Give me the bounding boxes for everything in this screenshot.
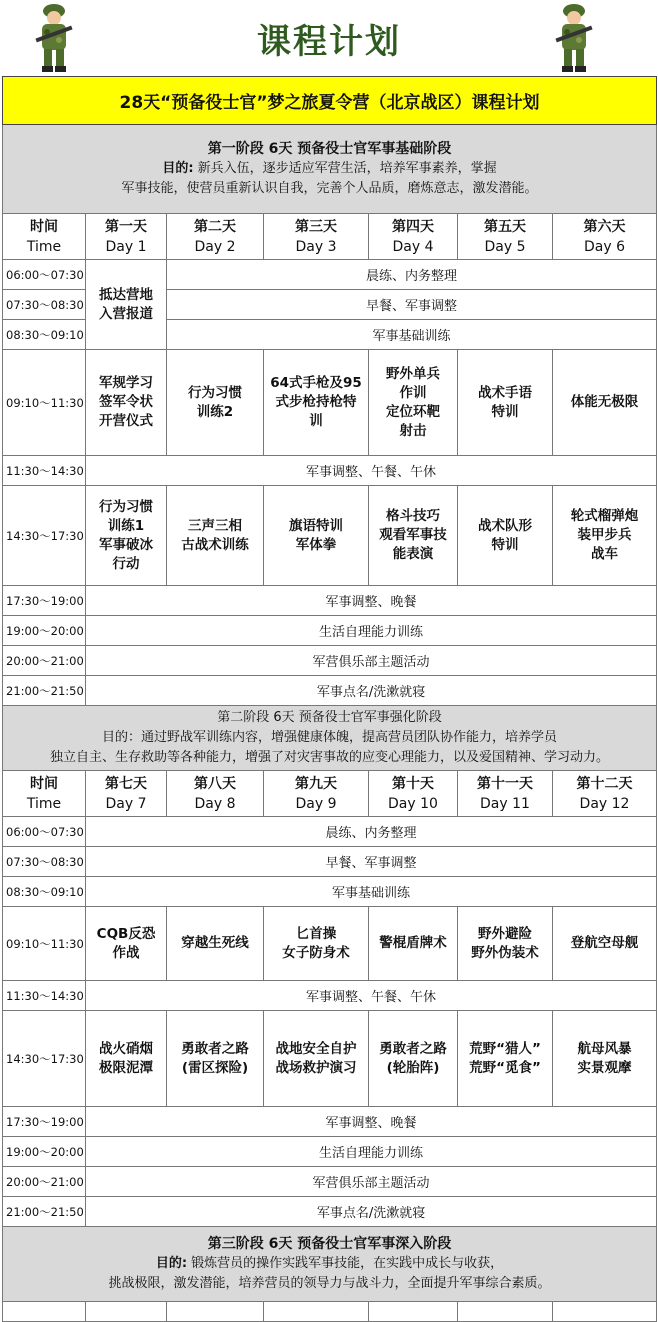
time-slot: 06:00～07:30 (3, 260, 86, 290)
time-slot: 07:30～08:30 (3, 847, 86, 877)
activity-cell: 穿越生死线 (167, 907, 264, 981)
table-cell (553, 1302, 657, 1322)
activity-cell: 轮式榴弹炮 装甲步兵 战车 (553, 486, 657, 586)
time-slot: 21:00～21:50 (3, 1197, 86, 1227)
time-slot: 08:30～09:10 (3, 320, 86, 350)
day-header: 第十二天 Day 12 (553, 771, 657, 817)
page-title: 课程计划 (257, 22, 401, 62)
time-slot: 21:00～21:50 (3, 676, 86, 706)
time-header: 时间 Time (3, 214, 86, 260)
activity-cell: 警棍盾牌术 (369, 907, 458, 981)
stage-title: 第二阶段 6天 预备役士官军事强化阶段 (217, 710, 442, 725)
activity-cell: 勇敢者之路 (轮胎阵) (369, 1011, 458, 1107)
day-header: 第一天 Day 1 (86, 214, 167, 260)
day-header: 第二天 Day 2 (167, 214, 264, 260)
common-activity: 早餐、军事调整 (167, 290, 657, 320)
activity-cell: 战火硝烟 极限泥潭 (86, 1011, 167, 1107)
activity-cell: 勇敢者之路 (雷区探险) (167, 1011, 264, 1107)
common-activity: 军事调整、晚餐 (86, 586, 657, 616)
time-slot: 11:30～14:30 (3, 456, 86, 486)
stage-header (3, 706, 657, 771)
activity-cell: 体能无极限 (553, 350, 657, 456)
activity-cell: 战术手语 特训 (458, 350, 553, 456)
stage-header (3, 125, 657, 214)
day-header: 第八天 Day 8 (167, 771, 264, 817)
time-slot: 06:00～07:30 (3, 817, 86, 847)
common-activity: 生活自理能力训练 (86, 1137, 657, 1167)
common-activity: 军营俱乐部主题活动 (86, 646, 657, 676)
time-slot: 19:00～20:00 (3, 1137, 86, 1167)
common-activity: 军事基础训练 (167, 320, 657, 350)
stage-title: 第一阶段 6天 预备役士官军事基础阶段 (207, 141, 452, 157)
time-slot: 14:30～17:30 (3, 1011, 86, 1107)
stage-goal: 挑战极限，激发潜能，培养营员的领导力与战斗力，全面提升军事综合素质。 (108, 1276, 551, 1291)
time-slot: 09:10～11:30 (3, 350, 86, 456)
common-activity: 早餐、军事调整 (86, 847, 657, 877)
day-header: 第九天 Day 9 (264, 771, 369, 817)
stage-goal: 目的：通过野战军训练内容，增强健康体魄，提高营员团队协作能力，培养学员 (102, 730, 558, 745)
stage-goal: 目的: 新兵入伍，逐步适应军营生活，培养军事素养，掌握 (162, 161, 497, 176)
common-activity: 军事调整、午餐、午休 (86, 456, 657, 486)
activity-cell: 64式手枪及95 式步枪持枪特 训 (264, 350, 369, 456)
camp-banner: 28天“预备役士官”梦之旅夏令营（北京战区）课程计划 (3, 77, 657, 125)
activity-cell: 匕首操 女子防身术 (264, 907, 369, 981)
time-slot: 07:30～08:30 (3, 290, 86, 320)
activity-cell: 旗语特训 军体拳 (264, 486, 369, 586)
activity-cell: 三声三相 古战术训练 (167, 486, 264, 586)
table-cell (264, 1302, 369, 1322)
day-header: 第六天 Day 6 (553, 214, 657, 260)
day-header: 第十一天 Day 11 (458, 771, 553, 817)
activity-cell: CQB反恐 作战 (86, 907, 167, 981)
common-activity: 军事点名/洗漱就寝 (86, 676, 657, 706)
table-cell (167, 1302, 264, 1322)
common-activity: 军事基础训练 (86, 877, 657, 907)
activity-cell: 行为习惯 训练1 军事破冰 行动 (86, 486, 167, 586)
table-cell (369, 1302, 458, 1322)
page-header (0, 0, 658, 76)
common-activity: 晨练、内务整理 (86, 817, 657, 847)
activity-cell: 行为习惯 训练2 (167, 350, 264, 456)
table-cell (3, 1302, 86, 1322)
day-header: 第七天 Day 7 (86, 771, 167, 817)
activity-cell: 野外避险 野外伪装术 (458, 907, 553, 981)
time-slot: 17:30～19:00 (3, 1107, 86, 1137)
day-header: 第四天 Day 4 (369, 214, 458, 260)
common-activity: 军事点名/洗漱就寝 (86, 1197, 657, 1227)
time-slot: 14:30～17:30 (3, 486, 86, 586)
activity-cell: 抵达营地 入营报道 (86, 260, 167, 350)
schedule-table (2, 76, 657, 1322)
day-header: 第三天 Day 3 (264, 214, 369, 260)
time-slot: 20:00～21:00 (3, 646, 86, 676)
activity-cell: 登航空母舰 (553, 907, 657, 981)
stage-header (3, 1227, 657, 1302)
day-header: 第五天 Day 5 (458, 214, 553, 260)
day-header: 第十天 Day 10 (369, 771, 458, 817)
activity-cell: 战地安全自护 战场救护演习 (264, 1011, 369, 1107)
activity-cell: 军规学习 签军令状 开营仪式 (86, 350, 167, 456)
time-slot: 09:10～11:30 (3, 907, 86, 981)
activity-cell: 荒野“猎人” 荒野“觅食” (458, 1011, 553, 1107)
activity-cell: 野外单兵 作训 定位环靶 射击 (369, 350, 458, 456)
time-header: 时间 Time (3, 771, 86, 817)
stage-goal: 军事技能，使营员重新认识自我，完善个人品质，磨炼意志，激发潜能。 (121, 181, 538, 196)
common-activity: 生活自理能力训练 (86, 616, 657, 646)
common-activity: 军事调整、午餐、午休 (86, 981, 657, 1011)
soldier-icon (552, 2, 596, 74)
stage-goal: 独立自主、生存救助等各种能力，增强了对灾害事故的应变心理能力，以及爱国精神、学习动力。 (50, 750, 610, 765)
stage-goal: 目的: 锻炼营员的操作实践军事技能，在实践中成长与收获， (155, 1256, 504, 1271)
time-slot: 19:00～20:00 (3, 616, 86, 646)
common-activity: 晨练、内务整理 (167, 260, 657, 290)
time-slot: 17:30～19:00 (3, 586, 86, 616)
time-slot: 20:00～21:00 (3, 1167, 86, 1197)
activity-cell: 航母风暴 实景观摩 (553, 1011, 657, 1107)
common-activity: 军事调整、晚餐 (86, 1107, 657, 1137)
common-activity: 军营俱乐部主题活动 (86, 1167, 657, 1197)
time-slot: 11:30～14:30 (3, 981, 86, 1011)
time-slot: 08:30～09:10 (3, 877, 86, 907)
activity-cell: 战术队形 特训 (458, 486, 553, 586)
table-cell (86, 1302, 167, 1322)
activity-cell: 格斗技巧 观看军事技 能表演 (369, 486, 458, 586)
stage-title: 第三阶段 6天 预备役士官军事深入阶段 (207, 1236, 452, 1252)
table-cell (458, 1302, 553, 1322)
